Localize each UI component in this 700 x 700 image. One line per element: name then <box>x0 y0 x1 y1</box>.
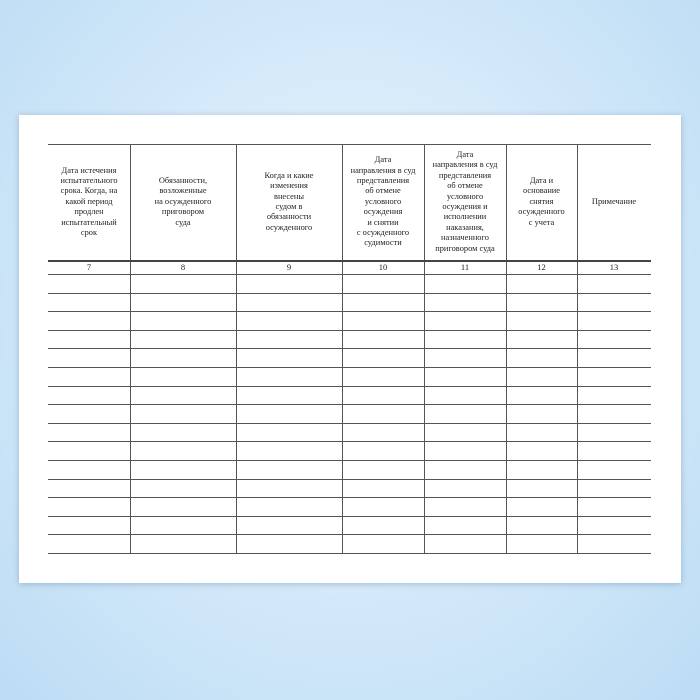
table-row <box>48 553 651 554</box>
column-number: 12 <box>537 262 546 272</box>
column-number: 13 <box>609 262 619 272</box>
table-row <box>48 348 651 349</box>
column-heading-cancel-and-execute-submission: Дата направления в суд представления об отмене условного осуждения и исполнении наказания, назначенного приговором суда <box>432 149 498 253</box>
table-row <box>48 534 651 535</box>
table-row <box>48 404 651 405</box>
register-table <box>48 144 651 554</box>
column-heading-expiry-date: Дата истечения испытательного срока. Когда, на какой период продлен испытательный срок <box>60 165 118 238</box>
column-heading-duty-changes: Когда и какие изменения внесены судом в обязанности осужденного <box>264 170 314 232</box>
column-number: 11 <box>460 262 470 272</box>
numbers-row-border <box>48 274 651 275</box>
table-row <box>48 516 651 517</box>
column-heading-note: Примечание <box>591 196 637 206</box>
table-row <box>48 311 651 312</box>
table-row <box>48 479 651 480</box>
table-row <box>48 293 651 294</box>
column-number: 8 <box>180 262 186 272</box>
table-row <box>48 386 651 387</box>
column-number: 9 <box>286 262 292 272</box>
column-heading-cancel-conviction-submission: Дата направления в суд представления об отмене условного осуждения и снятии с осужденного судимости <box>350 155 416 248</box>
table-row <box>48 423 651 424</box>
table-row <box>48 441 651 442</box>
table-row <box>48 497 651 498</box>
table-row <box>48 367 651 368</box>
column-number: 10 <box>378 262 388 272</box>
table-row <box>48 330 651 331</box>
table-row <box>48 460 651 461</box>
column-number: 7 <box>86 262 92 272</box>
column-heading-duties: Обязанности, возложенные на осужденного приговором суда <box>154 175 212 227</box>
column-heading-deregistration: Дата и основание снятия осужденного с учета <box>518 175 565 227</box>
